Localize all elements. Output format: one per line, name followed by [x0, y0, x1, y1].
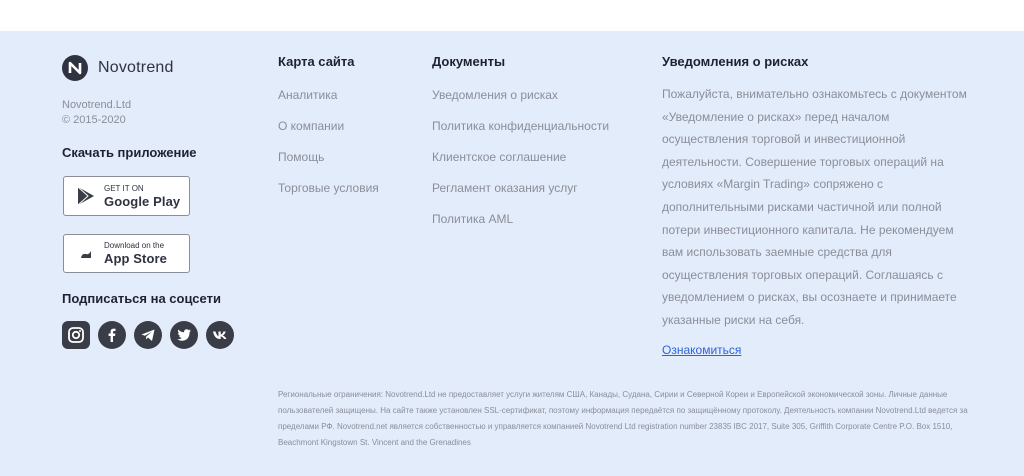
documents-heading: Документы — [432, 54, 506, 69]
documents-links — [432, 88, 609, 243]
risks-read-more-link[interactable]: Ознакомиться — [662, 343, 742, 357]
sitemap-links — [278, 88, 379, 212]
app-store-button[interactable] — [63, 234, 190, 273]
brand[interactable] — [62, 55, 174, 81]
documents-link-client-agreement[interactable]: Клиентское соглашение — [432, 150, 567, 164]
company-years: © 2015-2020 — [62, 114, 126, 126]
sitemap-heading: Карта сайта — [278, 54, 355, 69]
brand-name: Novotrend — [98, 59, 174, 76]
google-play-big-text: Google Play — [104, 193, 181, 209]
app-store-big-text: App Store — [104, 251, 168, 266]
social-heading: Подписаться на соцсети — [62, 291, 221, 306]
legal-disclaimer: Региональные ограничения: Novotrend.Ltd не предоставляет услуги жителям США, Канады, Судана, Сирии и Северной Кореи и Европейской экономической зоны. Личные данные пользователей защищены. На сайте также установлен SSL-сертификат, поэтому информация передаётся по защищённому протоколу. Деятельность компании Novotrend.Ltd ведется за пределами РФ. Novotrend.net является собственностью и управляется компанией Novotrend Ltd registration number 23835 IBC 2017, Suite 305, Griffith Corporate Centre P.O. Box 1510, Beachmont Kingstown St. Vincent and the Grenadines — [278, 390, 968, 447]
documents-link-service-regulations[interactable]: Регламент оказания услуг — [432, 181, 578, 195]
telegram-icon[interactable] — [134, 321, 162, 349]
company-name: Novotrend.Ltd — [62, 99, 132, 111]
google-play-icon — [74, 185, 98, 207]
risks-heading: Уведомления о рисках — [662, 54, 809, 69]
facebook-icon[interactable] — [98, 321, 126, 349]
sitemap-link-help[interactable]: Помощь — [278, 150, 325, 164]
google-play-button[interactable] — [63, 176, 190, 216]
sitemap-link-trading-conditions[interactable]: Торговые условия — [278, 181, 379, 195]
site-footer — [0, 31, 1024, 476]
documents-link-aml-policy[interactable]: Политика AML — [432, 212, 514, 226]
documents-link-risk-notice[interactable]: Уведомления о рисках — [432, 88, 558, 102]
google-play-small-text: GET IT ON — [104, 183, 144, 193]
sitemap-link-analytics[interactable]: Аналитика — [278, 88, 338, 102]
instagram-icon[interactable] — [62, 321, 90, 349]
documents-link-privacy-policy[interactable]: Политика конфиденциальности — [432, 119, 610, 133]
vk-icon[interactable] — [206, 321, 234, 349]
novotrend-logo-icon — [62, 55, 88, 81]
social-links — [62, 321, 242, 349]
download-app-heading: Скачать приложение — [62, 145, 197, 160]
risks-text: Пожалуйста, внимательно ознакомьтесь с документом «Уведомление о рисках» перед началом осуществления торговой и инвестиционной деятельности. Совершение торговых операций на условиях «Margin Trading» сопряжено с дополнительными рисками частичной или полной потери инвестиционного капитала. Не рекомендуем вам использовать заемные средства для осуществления торговых операций. Соглашаясь с уведомлением о рисках, вы осознаете и принимаете указанные риски на себя. — [662, 87, 967, 327]
apple-icon — [74, 247, 98, 261]
twitter-icon[interactable] — [170, 321, 198, 349]
app-store-small-text: Download on the — [104, 241, 165, 250]
company-info — [62, 98, 131, 128]
sitemap-link-about[interactable]: О компании — [278, 119, 345, 133]
